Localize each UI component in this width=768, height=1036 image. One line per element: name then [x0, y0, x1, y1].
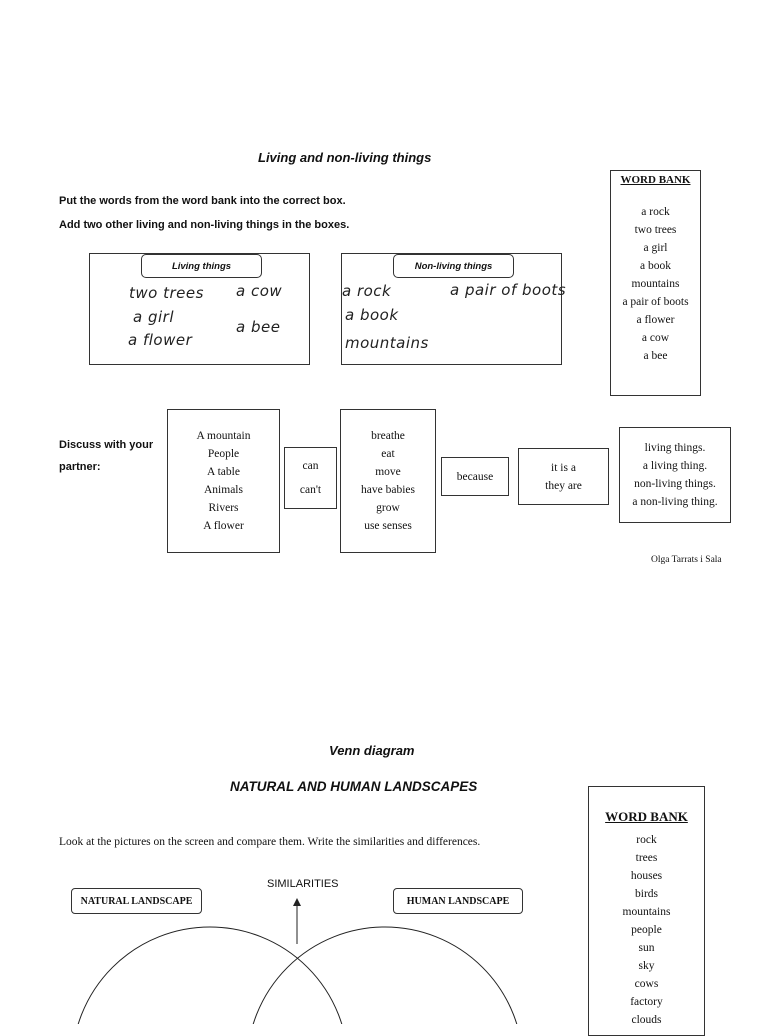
- subject-item: A mountain: [196, 430, 251, 442]
- word-bank-item: a bee: [643, 350, 668, 362]
- word-bank-item: sun: [638, 942, 655, 954]
- word-bank-item: birds: [635, 888, 658, 900]
- ending-item: living things.: [644, 442, 706, 454]
- word-bank-item: a cow: [641, 332, 670, 344]
- word-bank-box: [610, 170, 701, 396]
- because-text: because: [456, 470, 494, 483]
- pronoun-item: they are: [545, 479, 582, 492]
- handwritten-answer: a girl: [133, 308, 174, 326]
- word-bank-item: a girl: [643, 242, 668, 254]
- pronouns-box: [518, 448, 609, 505]
- verb-item: breathe: [371, 430, 405, 442]
- verb-item: eat: [381, 448, 395, 460]
- word-bank-list: [611, 203, 700, 365]
- non-living-things-label: Non-living things: [393, 254, 514, 278]
- handwritten-answer: a rock: [342, 282, 392, 300]
- verbs-box: [340, 409, 436, 553]
- word-bank-item: a book: [640, 260, 671, 272]
- handwritten-answer: a bee: [236, 318, 281, 336]
- handwritten-answer: a cow: [236, 282, 283, 300]
- subjects-box: [167, 409, 280, 553]
- word-bank-item: two trees: [634, 224, 677, 236]
- word-bank-item: sky: [638, 960, 655, 972]
- instruction-2: Add two other living and non-living things in the boxes.: [59, 219, 350, 231]
- author-signature: Olga Tarrats i Sala: [651, 555, 722, 565]
- word-bank-item: cows: [634, 978, 659, 990]
- word-bank-item: trees: [635, 852, 658, 864]
- similarities-arrow-head: [293, 898, 301, 906]
- modal-item: can't: [299, 484, 322, 496]
- modal-item: can: [302, 460, 319, 472]
- ending-item: non-living things.: [634, 478, 716, 490]
- similarities-label: SIMILARITIES: [267, 878, 339, 890]
- modals-box: [284, 447, 337, 509]
- word-bank-item: a rock: [641, 206, 670, 218]
- ending-item: a non-living thing.: [632, 496, 718, 508]
- subject-item: A table: [207, 466, 240, 478]
- pronoun-item: it is a: [551, 461, 576, 474]
- word-bank-item: people: [631, 924, 662, 936]
- word-bank-heading: WORD BANK: [605, 809, 688, 824]
- word-bank-heading: WORD BANK: [620, 174, 691, 186]
- discuss-label: Discuss with your partner:: [59, 439, 154, 473]
- verb-item: move: [375, 466, 401, 478]
- human-landscape-label: HUMAN LANDSCAPE: [393, 888, 523, 914]
- handwritten-answer: two trees: [129, 284, 204, 302]
- natural-landscape-label: NATURAL LANDSCAPE: [71, 888, 202, 914]
- word-bank-box-2: [588, 786, 705, 1036]
- handwritten-answer: a pair of boots: [450, 281, 567, 299]
- living-things-label: Living things: [141, 254, 262, 278]
- handwritten-answer: mountains: [345, 334, 429, 352]
- word-bank-item: mountains: [622, 906, 671, 918]
- natural-circle: [72, 927, 348, 1024]
- human-circle: [247, 927, 523, 1024]
- venn-title: Venn diagram: [329, 743, 415, 758]
- venn-subtitle: NATURAL AND HUMAN LANDSCAPES: [230, 779, 478, 794]
- handwritten-answer: a book: [345, 306, 399, 324]
- word-bank-item: houses: [630, 870, 663, 882]
- subject-item: A flower: [203, 520, 244, 532]
- word-bank-item: rock: [636, 834, 657, 846]
- word-bank-item: a pair of boots: [622, 296, 689, 308]
- because-box: [441, 457, 509, 496]
- word-bank-item: a flower: [636, 314, 675, 326]
- page-title-living: Living and non-living things: [258, 150, 432, 165]
- verb-item: grow: [376, 502, 400, 514]
- ending-item: a living thing.: [642, 460, 708, 472]
- word-bank-item: clouds: [631, 1014, 662, 1026]
- verb-item: use senses: [364, 520, 412, 532]
- venn-instruction: Look at the pictures on the screen and compare them. Write the similarities and differences.: [59, 836, 481, 848]
- instruction-1: Put the words from the word bank into the correct box.: [59, 195, 346, 207]
- endings-box: [619, 427, 731, 523]
- verb-item: have babies: [361, 484, 415, 496]
- word-bank-list: [589, 831, 704, 1029]
- word-bank-item: mountains: [631, 278, 680, 290]
- word-bank-item: factory: [630, 996, 663, 1008]
- subject-item: Rivers: [208, 502, 239, 514]
- subject-item: People: [207, 448, 240, 460]
- handwritten-answer: a flower: [128, 331, 193, 349]
- subject-item: Animals: [204, 484, 243, 496]
